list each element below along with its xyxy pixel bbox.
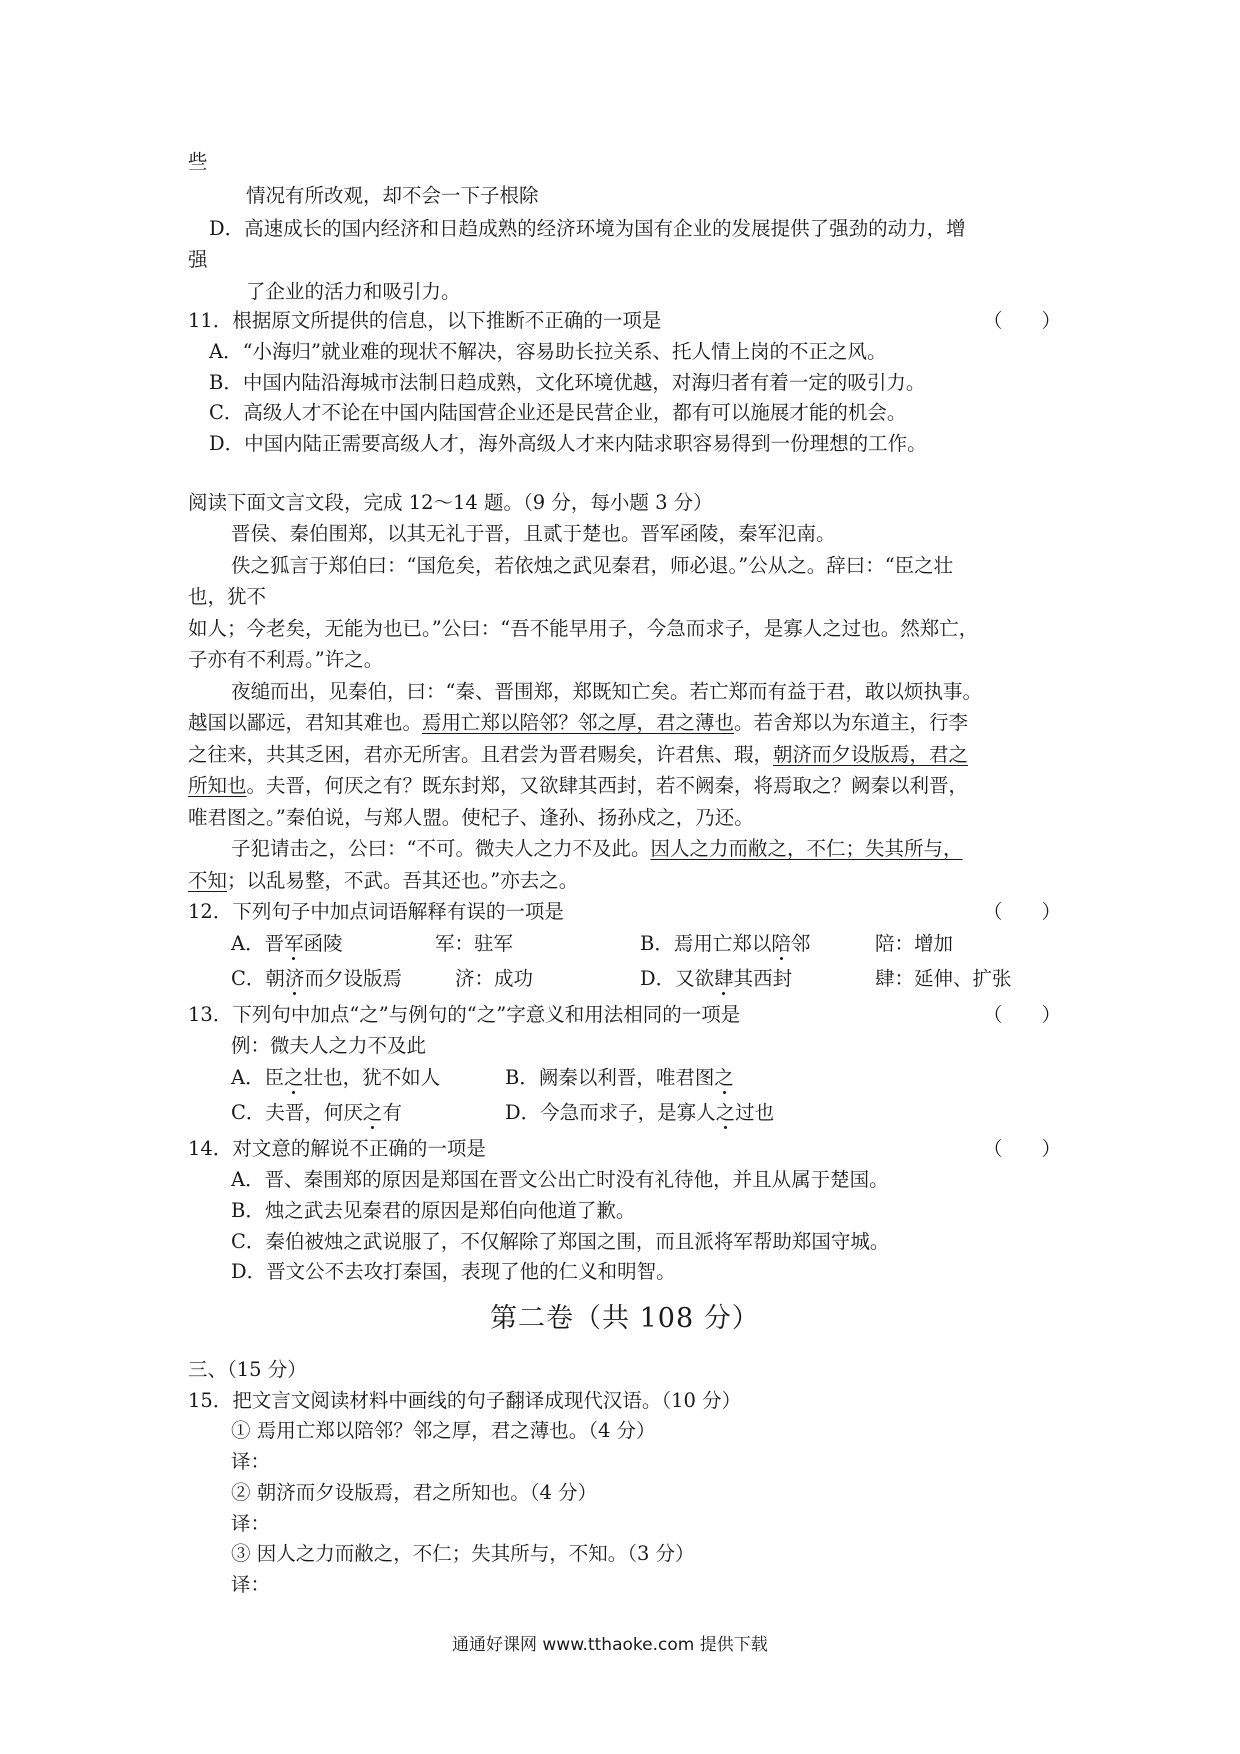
- answer-blank: （ ）: [983, 309, 1062, 332]
- emphasis-dot-char: 济: [284, 967, 305, 990]
- underlined-sentence-3: 不知: [188, 869, 228, 892]
- q12-option-d: D．又欲肆其西封: [640, 967, 793, 990]
- emphasis-dot-char: 之: [715, 1101, 736, 1124]
- question-15-stem: 15．把文言文阅读材料中画线的句子翻译成现代汉语。（10 分）: [188, 1389, 742, 1412]
- q11-option-d: D．中国内陆正需要高级人才，海外高级人才来内陆求职容易得到一份理想的工作。: [209, 432, 927, 455]
- answer-blank: （ ）: [983, 1137, 1062, 1160]
- passage-intro: 阅读下面文言文段，完成 12～14 题。（9 分，每小题 3 分）: [188, 491, 713, 514]
- translation-label: 译：: [231, 1450, 271, 1473]
- option-d: D．高速成长的国内经济和日趋成熟的经济环境为国有企业的发展提供了强劲的动力，增: [209, 217, 966, 240]
- part-two-title: 第二卷（共 108 分）: [490, 1303, 760, 1334]
- emphasis-dot-char: 军: [284, 932, 304, 955]
- passage-para-2: 子亦有不利焉。”许之。: [188, 648, 384, 671]
- question-12-stem: 12．下列句子中加点词语解释有误的一项是: [188, 900, 564, 923]
- underlined-sentence-1: 焉用亡郑以陪邻？邻之厚，君之薄也: [422, 711, 735, 734]
- question-13-stem: 13．下列句中加点“之”与例句的“之”字意义和用法相同的一项是: [188, 1003, 741, 1026]
- q14-option-d: D．晋文公不去攻打秦国，表现了他的仁义和明智。: [231, 1260, 676, 1283]
- passage-para-3: 唯君图之。”秦伯说，与郑人盟。使杞子、逢孙、扬孙戍之，乃还。: [188, 806, 754, 829]
- emphasis-dot-char: 陪: [771, 932, 791, 955]
- answer-blank: （ ）: [983, 1003, 1062, 1026]
- q13-option-a: A．臣之壮也，犹不如人: [231, 1066, 441, 1089]
- q15-item-1: ① 焉用亡郑以陪邻？邻之厚，君之薄也。（4 分）: [231, 1419, 656, 1442]
- passage-para-3: 越国以鄙远，君知其难也。焉用亡郑以陪邻？邻之厚，君之薄也。若舍郑以为东道主，行李: [188, 711, 969, 734]
- passage-para-1: 晋侯、秦伯围郑，以其无礼于晋，且贰于楚也。晋军函陵，秦军氾南。: [231, 522, 836, 545]
- answer-blank: （ ）: [983, 900, 1062, 923]
- section-three-heading: 三、（15 分）: [188, 1358, 307, 1381]
- passage-para-4: 不知；以乱易整，不武。吾其还也。”亦去之。: [188, 869, 579, 892]
- q11-option-c: C．高级人才不论在中国内陆国营企业还是民营企业，都有可以施展才能的机会。: [209, 401, 907, 424]
- q15-item-2: ② 朝济而夕设版焉，君之所知也。（4 分）: [231, 1481, 598, 1504]
- emphasis-dot-char: 之: [362, 1101, 383, 1124]
- q12-gloss-d: 肆：延伸、扩张: [875, 967, 1012, 990]
- emphasis-dot-char: 肆: [714, 967, 734, 990]
- option-d-wrap: 强: [188, 248, 208, 271]
- q14-option-a: A．晋、秦围郑的原因是郑国在晋文公出亡时没有礼待他，并且从属于楚国。: [231, 1168, 889, 1191]
- question-14-stem: 14．对文意的解说不正确的一项是: [188, 1137, 486, 1160]
- translation-label: 译：: [231, 1573, 271, 1596]
- continued-text: 情况有所改观，却不会一下子根除: [246, 184, 539, 207]
- q13-option-b: B．阙秦以利晋，唯君图之: [505, 1066, 734, 1089]
- passage-para-4: 子犯请击之，公曰：“不可。微夫人之力不及此。因人之力而敝之，不仁；失其所与，: [231, 837, 963, 860]
- passage-para-2: 如人；今老矣，无能为也已。”公曰：“吾不能早用子，今急而求子，是寡人之过也。然郑亡，: [188, 617, 979, 640]
- underlined-sentence-2: 朝济而夕设版焉，君之: [773, 743, 969, 766]
- passage-para-3: 之往来，共其乏困，君亦无所害。且君尝为晋君赐矣，许君焦、瑕，朝济而夕设版焉，君之: [188, 743, 969, 766]
- passage-para-2: 佚之狐言于郑伯曰：“国危矣，若依烛之武见秦君，师必退。”公从之。辞曰：“臣之壮: [231, 554, 954, 577]
- underlined-sentence-2: 所知也: [188, 774, 247, 797]
- q11-option-a: A．“小海归”就业难的现状不解决，容易助长拉关系、托人情上岗的不正之风。: [209, 340, 887, 363]
- page-footer: 通通好课网 www.tthaoke.com 提供下载: [452, 1635, 768, 1655]
- emphasis-dot-char: 之: [284, 1066, 304, 1089]
- q13-example: 例：微夫人之力不及此: [231, 1034, 427, 1057]
- q12-option-c: C．朝济而夕设版焉: [231, 967, 402, 990]
- emphasis-dot-char: 之: [714, 1066, 734, 1089]
- q13-option-d: D．今急而求子，是寡人之过也: [505, 1101, 775, 1124]
- q15-item-3: ③ 因人之力而敝之，不仁；失其所与，不知。（3 分）: [231, 1542, 695, 1565]
- q12-option-a: A．晋军函陵: [231, 932, 343, 955]
- q12-gloss-a: 军：驻军: [435, 932, 514, 955]
- option-d-cont: 了企业的活力和吸引力。: [246, 280, 461, 303]
- passage-para-2: 也，犹不: [188, 585, 267, 608]
- passage-para-3: 所知也。夫晋，何厌之有？既东封郑，又欲肆其西封，若不阙秦，将焉取之？阙秦以利晋，: [188, 774, 969, 797]
- q13-option-c: C．夫晋，何厌之有: [231, 1101, 402, 1124]
- question-11-stem: 11．根据原文所提供的信息，以下推断不正确的一项是: [188, 309, 662, 332]
- q14-option-c: C．秦伯被烛之武说服了，不仅解除了郑国之围，而且派将军帮助郑国守城。: [231, 1230, 890, 1253]
- underlined-sentence-3: 因人之力而敝之，不仁；失其所与，: [650, 837, 963, 860]
- q11-option-b: B．中国内陆沿海城市法制日趋成熟，文化环境优越，对海归者有着一定的吸引力。: [209, 371, 926, 394]
- translation-label: 译：: [231, 1512, 271, 1535]
- continued-text: 些: [188, 150, 208, 173]
- q12-gloss-b: 陪：增加: [875, 932, 954, 955]
- q14-option-b: B．烛之武去见秦君的原因是郑伯向他道了歉。: [231, 1199, 636, 1222]
- q12-gloss-c: 济：成功: [455, 967, 534, 990]
- passage-para-3: 夜缒而出，见秦伯，曰：“秦、晋围郑，郑既知亡矣。若亡郑而有益于君，敢以烦执事。: [231, 680, 982, 703]
- q12-option-b: B．焉用亡郑以陪邻: [640, 932, 811, 955]
